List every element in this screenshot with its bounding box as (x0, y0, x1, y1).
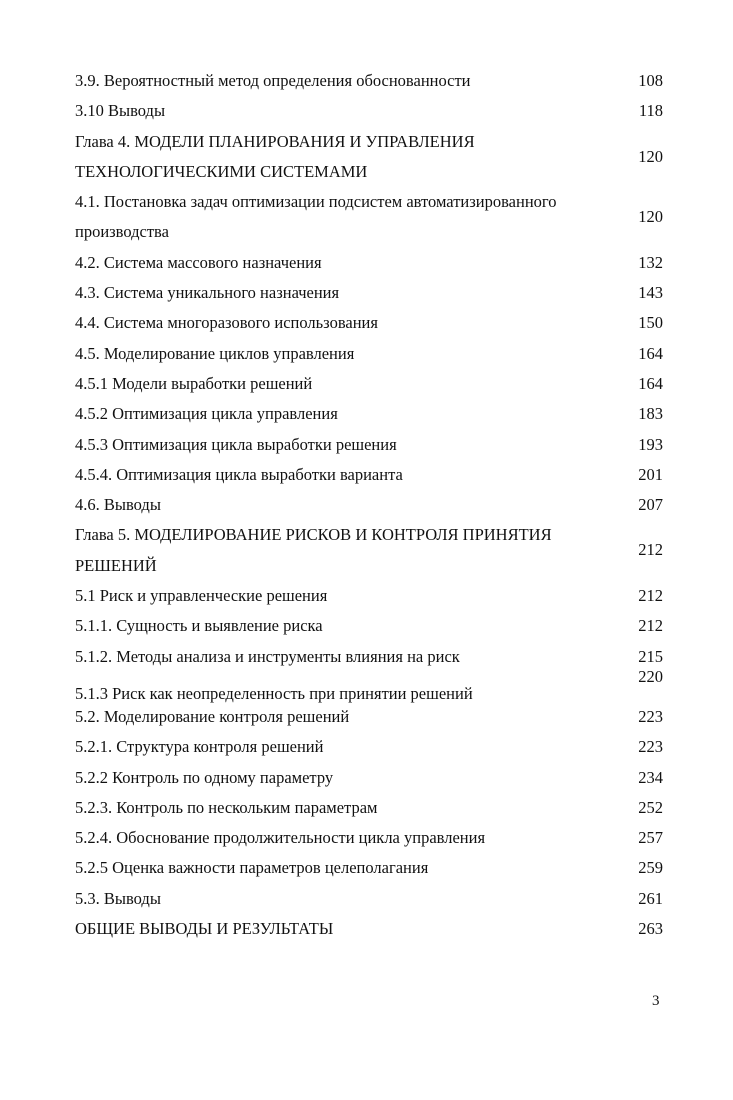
toc-entry (75, 490, 665, 520)
toc-entry-label: 4.3. Система уникального назначения (75, 283, 340, 303)
toc-entry-label: Глава 4. МОДЕЛИ ПЛАНИРОВАНИЯ И УПРАВЛЕНИЯ ТЕХНОЛОГИЧЕСКИМИ СИСТЕМАМИ (75, 131, 475, 181)
toc-entry-label: 4.2. Система массового назначения (75, 252, 322, 272)
toc-entry-label: 5.2.1. Структура контроля решений (75, 737, 324, 757)
toc-entry-page: 259 (638, 858, 663, 878)
toc-entry (75, 399, 665, 429)
toc-entry-label: 5.1.3 Риск как неопределенность при принятии решений (75, 683, 473, 703)
toc-entry-page: 164 (638, 373, 663, 393)
toc-entry (75, 430, 665, 460)
toc-entry-label: 5.1 Риск и управленческие решения (75, 586, 328, 606)
toc-entry-page: 120 (638, 146, 663, 166)
toc-entry-page: 118 (638, 101, 663, 121)
toc-entry (75, 339, 665, 369)
toc-entry-page: 223 (638, 706, 663, 726)
toc-entry-label: 5.3. Выводы (75, 888, 161, 908)
toc-entry (75, 308, 665, 338)
toc-entry (75, 611, 665, 641)
toc-entry-page: 261 (638, 888, 663, 908)
toc-entry-label: 5.2.5 Оценка важности параметров целеполагания (75, 858, 429, 878)
toc-entry-page: 212 (638, 540, 663, 560)
toc-entry-label: 4.5.2 Оптимизация цикла управления (75, 404, 338, 424)
toc-entry-label: 3.10 Выводы (75, 101, 166, 121)
toc-entry (75, 520, 665, 581)
toc-entry (75, 666, 665, 703)
toc-entry (75, 127, 665, 188)
page-number: 3 (652, 993, 660, 1009)
toc-entry-page: 132 (638, 252, 663, 272)
toc-entry (75, 96, 665, 126)
toc-entry-page: 150 (638, 313, 663, 333)
toc-entry-label: 4.5.1 Модели выработки решений (75, 373, 313, 393)
toc-entry-label: ОБЩИЕ ВЫВОДЫ И РЕЗУЛЬТАТЫ (75, 919, 334, 939)
toc-entry-label: 5.2.3. Контроль по нескольким параметрам (75, 797, 378, 817)
toc-entry-page: 263 (638, 919, 663, 939)
toc-entry-page: 120 (638, 207, 663, 227)
toc-entry-label: 4.5. Моделирование циклов управления (75, 343, 355, 363)
toc-entry-label: 5.2.4. Обоснование продолжительности цикла управления (75, 828, 486, 848)
toc-entry-page: 212 (638, 586, 663, 606)
toc-entry (75, 581, 665, 611)
toc-entry-page: 201 (638, 464, 663, 484)
toc-entry (75, 853, 665, 883)
toc-entry-page: 164 (638, 343, 663, 363)
toc-entry (75, 732, 665, 762)
toc-entry-page: 183 (638, 404, 663, 424)
toc-entry (75, 66, 665, 96)
toc-entry-page: 257 (638, 828, 663, 848)
toc-entry-page: 252 (638, 797, 663, 817)
toc-entry-label: Глава 5. МОДЕЛИРОВАНИЕ РИСКОВ И КОНТРОЛЯ ПРИНЯТИЯ РЕШЕНИЙ (75, 525, 552, 575)
toc-entry-label: 3.9. Вероятностный метод определения обоснованности (75, 71, 471, 90)
toc-entry (75, 278, 665, 308)
toc-entry (75, 793, 665, 823)
toc-entry-label: 4.5.3 Оптимизация цикла выработки решения (75, 434, 397, 454)
toc-entry-page: 193 (638, 434, 663, 454)
toc-entry (75, 884, 665, 914)
toc-entry-label: 5.1.1. Сущность и выявление риска (75, 616, 323, 636)
toc-entry (75, 823, 665, 853)
toc-entry (75, 248, 665, 278)
toc-entry-page: 108 (638, 71, 663, 90)
toc-entry-page: 220 (638, 666, 663, 686)
toc-entry-page: 234 (638, 767, 663, 787)
toc-entry-label: 5.2.2 Контроль по одному параметру (75, 767, 334, 787)
toc-entry (75, 763, 665, 793)
toc-entry (75, 702, 665, 732)
toc-entry-page: 207 (638, 495, 663, 515)
toc-entry-page: 212 (638, 616, 663, 636)
toc-entry (75, 460, 665, 490)
toc-entry (75, 642, 665, 672)
table-of-contents (75, 66, 665, 944)
toc-entry-label: 4.6. Выводы (75, 495, 161, 515)
toc-entry-page: 215 (638, 646, 663, 666)
toc-entry-label: 4.1. Постановка задач оптимизации подсистем автоматизированного производства (75, 192, 557, 242)
toc-entry (75, 914, 665, 944)
toc-entry-label: 5.2. Моделирование контроля решений (75, 706, 350, 726)
toc-entry-label: 4.4. Система многоразового использования (75, 313, 378, 333)
toc-entry-page: 223 (638, 737, 663, 757)
toc-entry-label: 5.1.2. Методы анализа и инструменты влияния на риск (75, 646, 460, 666)
toc-entry-label: 4.5.4. Оптимизация цикла выработки варианта (75, 464, 403, 484)
toc-entry-page: 143 (638, 283, 663, 303)
toc-entry (75, 369, 665, 399)
toc-entry (75, 187, 665, 248)
